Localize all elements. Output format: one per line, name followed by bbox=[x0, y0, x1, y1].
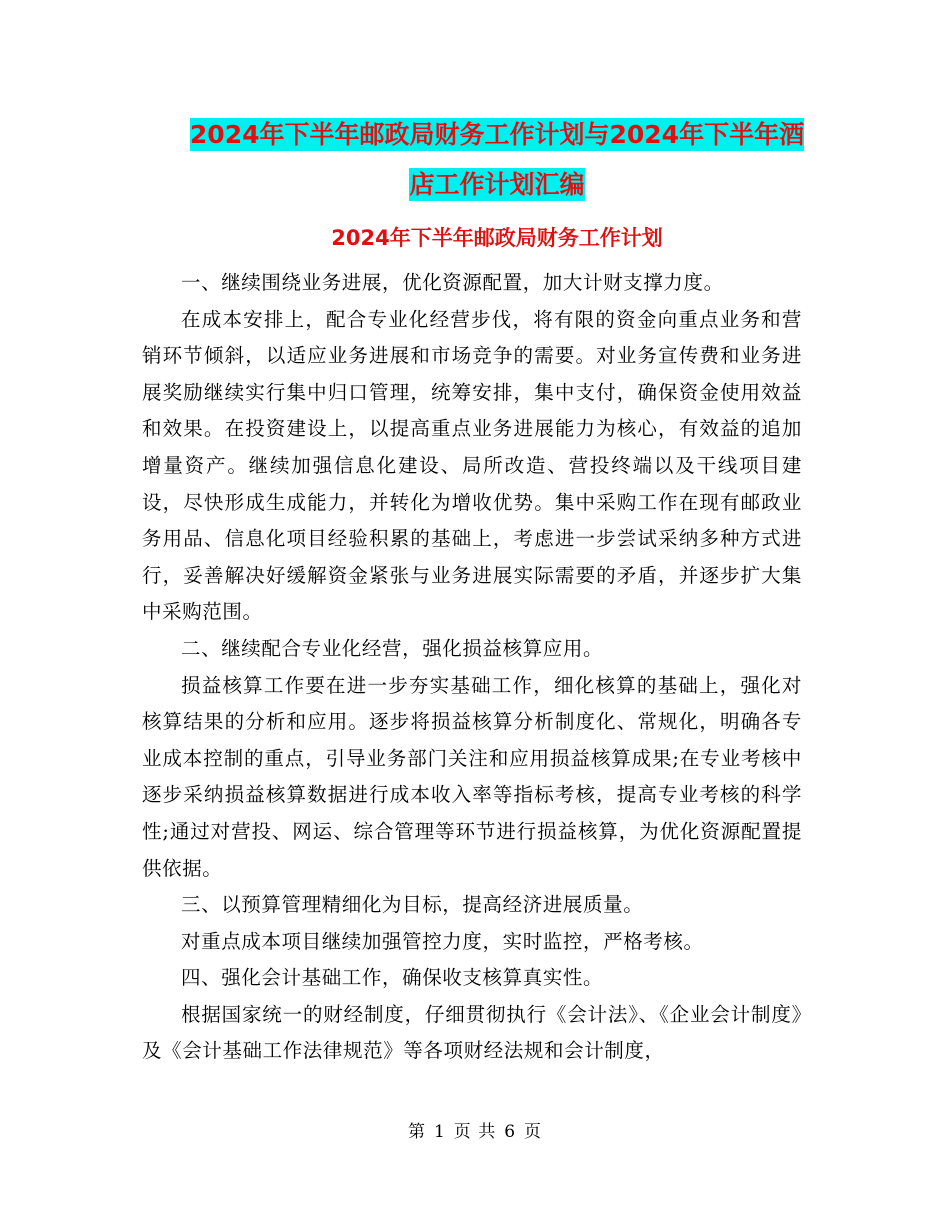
section-title: 2024年下半年邮政局财务工作计划 bbox=[331, 226, 663, 250]
paragraph-3: 二、继续配合专业化经营，强化损益核算应用。 bbox=[181, 636, 604, 660]
paragraph-2: 在成本安排上，配合专业化经营步伐，将有限的资金向重点业务和营销环节倾斜，以适应业务进展和市场竞争的需要。对业务宣传费和业务进展奖励继续实行集中归口管理，统筹安排，集中支付，确保资金使用效益和效果。在投资建设上，以提高重点业务进展能力为核心，有效益的追加增量资产。继续加强信息化建设、局所改造、营投终端以及干线项目建设，尽快形成生成能力，并转化为增收优势。集中采购工作在现有邮政业务用品、信息化项目经验积累的基础上，考虑进一步尝试采纳多种方式进行，妥善解决好缓解资金紧张与业务进展实际需要的矛盾，并逐步扩大集中采购范围。 bbox=[142, 307, 802, 624]
page-footer bbox=[0, 1120, 950, 1144]
paragraph-8: 根据国家统一的财经制度，仔细贯彻执行《会计法》、《企业会计制度》及《会计基础工作法律规范》等各项财经法规和会计制度， bbox=[142, 1002, 802, 1063]
document-title bbox=[140, 110, 854, 210]
document-title-line-1: 2024年下半年邮政局财务工作计划与2024年下半年酒 bbox=[189, 120, 805, 149]
footer-page-total: 6 bbox=[504, 1122, 517, 1142]
document-title-line-2: 店工作计划汇编 bbox=[409, 170, 585, 199]
footer-suffix: 页 bbox=[524, 1122, 543, 1142]
footer-prefix: 第 bbox=[407, 1122, 426, 1142]
paragraph-5: 三、以预算管理精细化为目标，提高经济进展质量。 bbox=[181, 893, 644, 917]
paragraph-4: 损益核算工作要在进一步夯实基础工作，细化核算的基础上，强化对核算结果的分析和应用。逐步将损益核算分析制度化、常规化，明确各专业成本控制的重点，引导业务部门关注和应用损益核算成果;在专业考核中逐步采纳损益核算数据进行成本收入率等指标考核，提高专业考核的科学性;通过对营投、网运、综合管理等环节进行损益核算，为优化资源配置提供依据。 bbox=[142, 673, 802, 880]
paragraph-1: 一、继续围绕业务进展，优化资源配置，加大计财支撑力度。 bbox=[181, 271, 724, 294]
document-body bbox=[142, 265, 802, 1070]
footer-middle: 页 共 bbox=[453, 1122, 497, 1142]
paragraph-7: 四、强化会计基础工作，确保收支核算真实性。 bbox=[181, 966, 604, 990]
footer-page-number: 1 bbox=[433, 1122, 446, 1142]
paragraph-6: 对重点成本项目继续加强管控力度，实时监控，严格考核。 bbox=[181, 929, 704, 953]
